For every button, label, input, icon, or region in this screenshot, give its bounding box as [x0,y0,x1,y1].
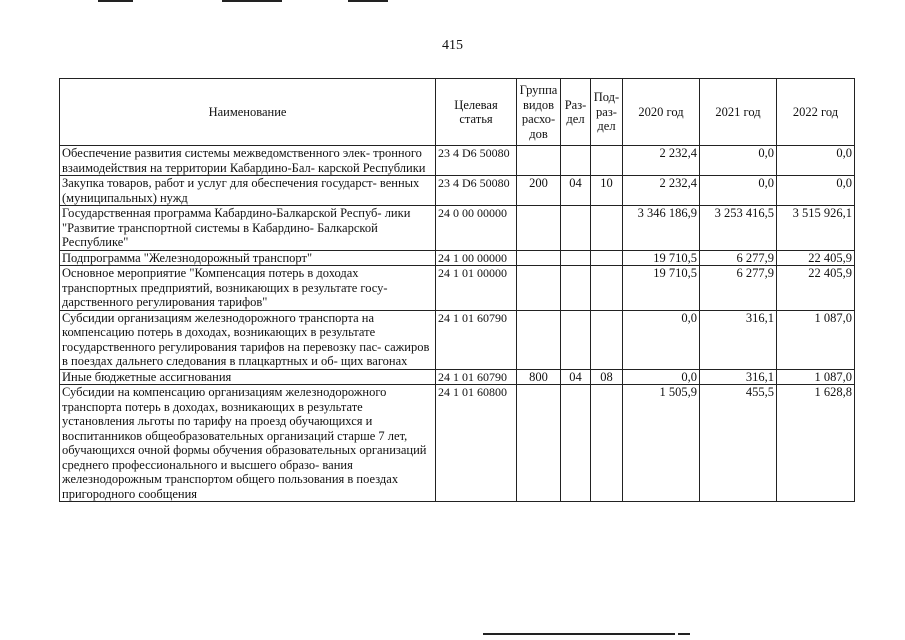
cell-name: Обеспечение развития системы межведомственного элек- тронного взаимодействия на территории Кабардино-Бал- карской Республики [60,146,436,176]
header-section: Раз- дел [561,79,591,146]
header-group: Группа видов расхо- дов [517,79,561,146]
cell-y2020: 2 232,4 [623,146,700,176]
cell-group: 800 [517,369,561,385]
cell-section [561,310,591,369]
budget-table [59,78,855,502]
table-body [60,146,855,502]
cell-section [561,385,591,502]
cell-name: Подпрограмма "Железнодорожный транспорт" [60,250,436,266]
cell-y2021: 316,1 [700,310,777,369]
cell-y2022: 1 087,0 [777,369,855,385]
cell-name: Иные бюджетные ассигнования [60,369,436,385]
cell-target: 23 4 D6 50080 [436,176,517,206]
cell-y2020: 19 710,5 [623,250,700,266]
cell-target: 24 1 01 60790 [436,369,517,385]
table-row [60,369,855,385]
table-row [60,250,855,266]
cell-y2022: 22 405,9 [777,266,855,311]
cell-section [561,266,591,311]
cell-group [517,385,561,502]
cell-y2021: 0,0 [700,176,777,206]
cell-section: 04 [561,176,591,206]
cell-y2020: 0,0 [623,369,700,385]
table-header [60,79,855,146]
cell-y2021: 0,0 [700,146,777,176]
cell-section [561,146,591,176]
cell-subsection [591,266,623,311]
page-number: 415 [442,38,463,53]
cell-target: 24 0 00 00000 [436,206,517,251]
cell-group [517,310,561,369]
cell-y2022: 1 087,0 [777,310,855,369]
header-2020: 2020 год [623,79,700,146]
cell-group [517,250,561,266]
cell-y2021: 6 277,9 [700,250,777,266]
cell-group [517,146,561,176]
cell-y2020: 1 505,9 [623,385,700,502]
header-2021: 2021 год [700,79,777,146]
cell-target: 24 1 00 00000 [436,250,517,266]
cell-group [517,206,561,251]
bottom-rule [483,633,675,635]
cell-section [561,206,591,251]
table-row [60,206,855,251]
bottom-rule-end [678,633,690,635]
cell-group: 200 [517,176,561,206]
header-row [60,79,855,146]
cell-target: 24 1 01 60800 [436,385,517,502]
header-target: Целевая статья [436,79,517,146]
cell-name: Основное мероприятие "Компенсация потерь в доходах транспортных предприятий, возникающих в результате госу- дарственного регулирования тарифов" [60,266,436,311]
cell-y2021: 3 253 416,5 [700,206,777,251]
cell-subsection [591,250,623,266]
cell-target: 23 4 D6 50080 [436,146,517,176]
cell-subsection [591,310,623,369]
cell-subsection [591,206,623,251]
cell-y2020: 2 232,4 [623,176,700,206]
top-rule-middle [222,0,282,2]
cell-y2021: 316,1 [700,369,777,385]
table-row [60,146,855,176]
table-row [60,266,855,311]
cell-y2020: 19 710,5 [623,266,700,311]
cell-name: Государственная программа Кабардино-Балкарской Респуб- лики "Развитие транспортной системы в Кабардино- Балкарской Республике" [60,206,436,251]
header-name: Наименование [60,79,436,146]
header-subsection: Под- раз- дел [591,79,623,146]
table-row [60,310,855,369]
cell-y2022: 22 405,9 [777,250,855,266]
header-2022: 2022 год [777,79,855,146]
cell-y2020: 3 346 186,9 [623,206,700,251]
table-row [60,176,855,206]
top-rule-left [98,0,133,2]
cell-name: Субсидии на компенсацию организациям железнодорожного транспорта потерь в доходах, возникающих в результате установления льготы по тарифу на проезд обучающихся и воспитанников общеобразовательных организаций старше 7 лет, обучающихся очной формы обучения образовательных организаций среднего профессионального и высшего образо- вания железнодорожным транспортом общего пользования в поездах пригородного сообщения [60,385,436,502]
table-row [60,385,855,502]
top-rule-right [348,0,388,2]
cell-y2022: 1 628,8 [777,385,855,502]
cell-target: 24 1 01 60790 [436,310,517,369]
cell-name: Закупка товаров, работ и услуг для обеспечения государст- венных (муниципальных) нужд [60,176,436,206]
cell-y2022: 0,0 [777,146,855,176]
cell-subsection: 08 [591,369,623,385]
cell-subsection [591,385,623,502]
cell-group [517,266,561,311]
cell-section [561,250,591,266]
cell-subsection: 10 [591,176,623,206]
cell-y2021: 455,5 [700,385,777,502]
cell-target: 24 1 01 00000 [436,266,517,311]
cell-subsection [591,146,623,176]
cell-y2020: 0,0 [623,310,700,369]
cell-section: 04 [561,369,591,385]
cell-y2022: 0,0 [777,176,855,206]
cell-name: Субсидии организациям железнодорожного транспорта на компенсацию потерь в доходах, возникающих в результате государственного регулирования тарифов на перевозку пас- сажиров в поездах дальнего следования в плацкартных и об- щих вагонах [60,310,436,369]
cell-y2022: 3 515 926,1 [777,206,855,251]
cell-y2021: 6 277,9 [700,266,777,311]
